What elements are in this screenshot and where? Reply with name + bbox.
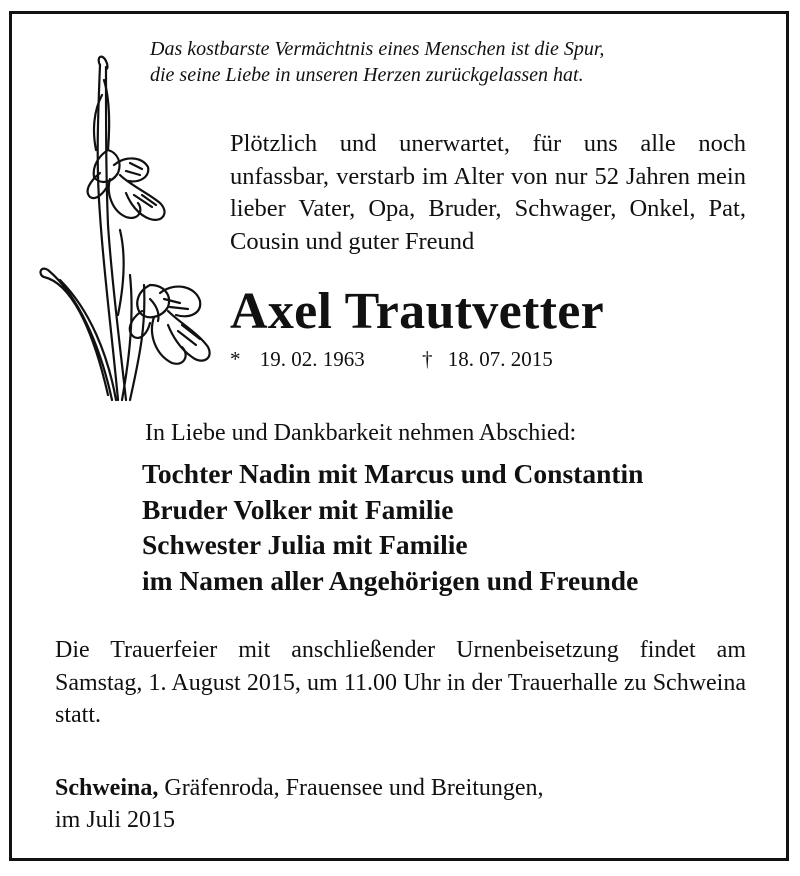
death-date: 18. 07. 2015 [447,347,553,371]
place-others: Gräfenroda, Frauensee und Breitungen, [158,775,544,801]
deceased-name: Axel Trautvetter [230,283,604,340]
death-symbol: † [422,347,433,371]
funeral-details: Die Trauerfeier mit anschließender Urnenbeisetzung findet am Samstag, 1. August 2015, um 11.00 Uhr in der Trauerhalle zu Schweina statt. [55,637,746,728]
quote-line-2: die seine Liebe in unseren Herzen zurückgelassen hat. [150,64,584,86]
birth-symbol: * [230,347,241,371]
mourner-line: Tochter Nadin mit Marcus und Constantin [142,458,644,489]
quote-line-1: Das kostbarste Vermächtnis eines Menschen ist die Spur, [150,38,605,60]
issue-date: im Juli 2015 [55,807,176,833]
mourner-line: Schwester Julia mit Familie [142,529,468,560]
place-primary: Schweina, [55,775,159,801]
mourners-list [142,456,643,598]
places-line [55,772,544,804]
memorial-quote [150,36,760,88]
farewell-line: In Liebe und Dankbarkeit nehmen Abschied: [145,420,577,446]
life-dates [230,345,553,373]
mourner-line: Bruder Volker mit Familie [142,493,454,525]
birth-date: 19. 02. 1963 [259,347,365,371]
place-and-date [55,772,544,836]
iris-flower-icon [30,55,220,415]
announcement-text: Plötzlich und unerwartet, für uns alle noch unfassbar, verstarb im Alter von nur 52 Jahren mein lieber Vater, Opa, Bruder, Schwager, Onkel, Pat, Cousin und guter Freund [230,130,746,255]
mourner-line: im Namen aller Angehörigen und Freunde [142,564,639,596]
